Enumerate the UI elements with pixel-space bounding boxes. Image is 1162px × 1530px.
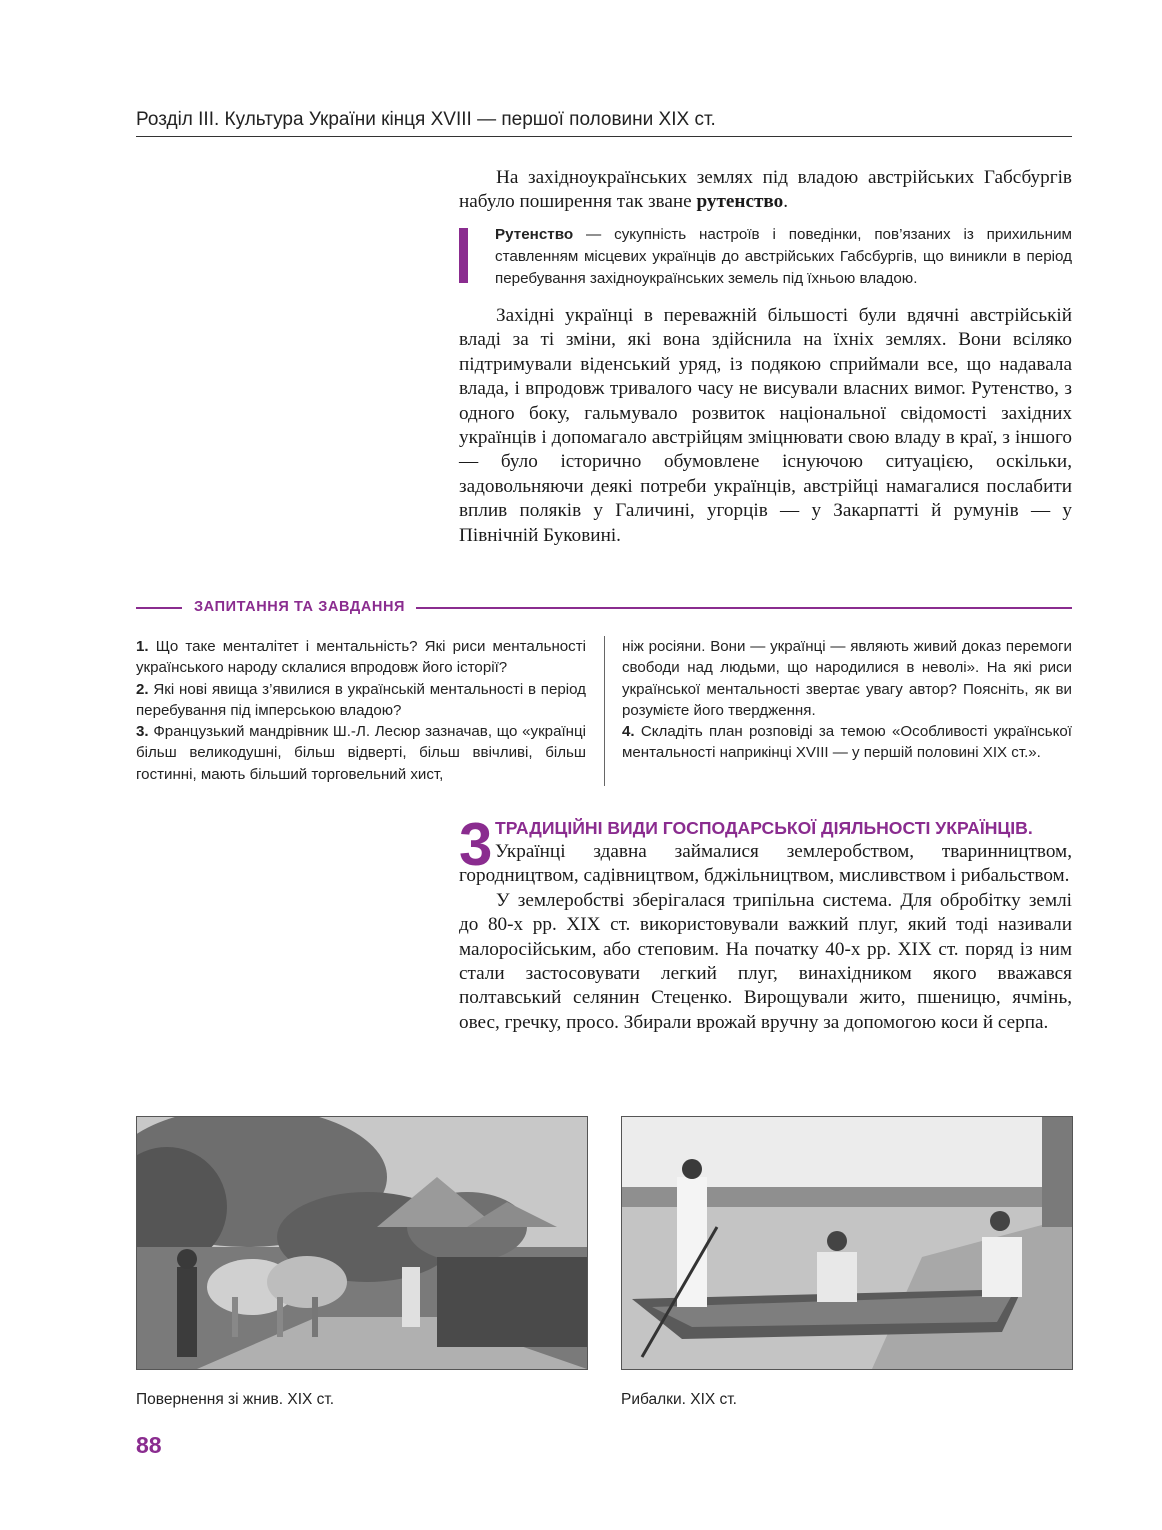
- intro-text-before: На західноукраїнських землях під владою австрійських Габсбургів набуло поширення так зване: [459, 167, 1072, 213]
- question-number: 2.: [136, 680, 149, 698]
- photo-harvest-return: [136, 1116, 588, 1370]
- section-paragraph-2: У землеробстві зберігалася трипільна система. Для обробітку землі до 80-х рр. XIX ст. використовували важкий плуг, який тоді називали малоросійським, або степовим. На початку 40-х рр. XIX ст. поряд із ним стали застосовувати легкий плуг, винахідником якого вважався полтавський селянин Стеценко. Вирощували жито, пшеницю, ячмінь, овес, гречку, просо. Збирали врожай вручну за допомогою коси й серпа.: [459, 889, 1072, 1033]
- page-number: 88: [136, 1432, 162, 1458]
- definition-text: [495, 224, 1072, 290]
- question-item: [622, 636, 1072, 721]
- section-title: ТРАДИЦІЙНІ ВИДИ ГОСПОДАРСЬКОЇ ДІЯЛЬНОСТІ УКРАЇНЦІВ.: [495, 818, 1033, 838]
- running-header: Розділ III. Культура України кінця XVIII — першої половини XIX ст.: [136, 109, 716, 130]
- section-paragraph-1: Українці здавна займалися землеробством, тваринництвом, городництвом, садівництвом, бджільництвом, мисливством і рибальством.: [459, 841, 1072, 887]
- question-item: [622, 721, 1072, 764]
- question-item: [136, 636, 586, 679]
- intro-term: рутенство: [696, 191, 784, 213]
- section-number: 3: [459, 811, 493, 878]
- definition-box: [459, 224, 1072, 290]
- question-text: Французький мандрівник Ш.-Л. Лесюр зазначав, що «українці більш великодушні, більш відверті, більш ввічливі, більш гостинні, мають більший торговельний хист,: [136, 723, 586, 783]
- intro-paragraph: [459, 166, 1072, 215]
- paragraph-2: Західні українці в переважній більшості були вдячні австрійській владі за ті зміни, які вона здійснила на їхніх землях. Вони всіляко підтримували віденський уряд, із подякою сприймали все, що надавала влада, і впродовж тривалого часу не висували власних вимог. Рутенство, з одного боку, гальмувало розвиток національної свідомості західних українців і допомагало австрійцям зміцнювати свою владу в краї, з іншого — було історично обумовлене існуючою ситуацією, оскільки, задовольняючи деякі потреби українців, австрійці намагалися послабити вплив поляків у Галичині, угорців — у Закарпатті й румунів — у Північній Буковині.: [459, 305, 1072, 546]
- column-divider: [604, 636, 605, 786]
- photo-caption: Повернення зі жнив. XIX ст.: [136, 1391, 335, 1408]
- question-text: Які нові явища з’явилися в українській ментальності в період перебування під імперською владою?: [136, 680, 586, 719]
- heading-rule-left: [136, 607, 182, 609]
- definition-term: Рутенство: [495, 226, 574, 243]
- heading-rule-right: [416, 607, 1072, 609]
- question-text: Що таке менталітет і ментальність? Які риси ментальності українського народу склалися впродовж його історії?: [136, 638, 586, 677]
- question-text: ніж росіяни. Вони — українці — являють живий доказ перемоги свободи над людьми, що народилися в неволі». На які риси української ментальності звертає увагу автор? Поясніть, як ви розумієте його твердження.: [622, 638, 1072, 719]
- question-number: 1.: [136, 638, 149, 655]
- photo-harvest-illustration: [137, 1117, 587, 1369]
- questions-column-right: [622, 636, 1072, 764]
- questions-title: ЗАПИТАННЯ ТА ЗАВДАННЯ: [194, 599, 406, 615]
- questions-column-left: [136, 636, 586, 785]
- photo-fishermen: [621, 1116, 1073, 1370]
- photo-fishermen-illustration: [622, 1117, 1072, 1369]
- question-item: [136, 721, 586, 785]
- question-number: 3.: [136, 723, 149, 741]
- questions-heading: [136, 597, 1072, 617]
- intro-text-after: .: [783, 191, 789, 213]
- question-item: [136, 679, 586, 722]
- definition-bar: [459, 228, 468, 283]
- photo-caption: Рибалки. XIX ст.: [621, 1391, 737, 1408]
- body-paragraph: [459, 304, 1072, 548]
- section-3: [459, 811, 1072, 1035]
- question-text: Складіть план розповіді за темою «Особливості української ментальності наприкінці XVIII — у першій половині XIX ст.».: [622, 723, 1072, 762]
- definition-body: — сукупність настроїв і поведінки, пов’язаних із прихильним ставленням місцевих українців до австрійських Габсбургів, що виникли в період перебування західноукраїнських земель під їхньою владою.: [495, 226, 1072, 287]
- header-rule: [136, 136, 1072, 137]
- question-number: 4.: [622, 723, 635, 741]
